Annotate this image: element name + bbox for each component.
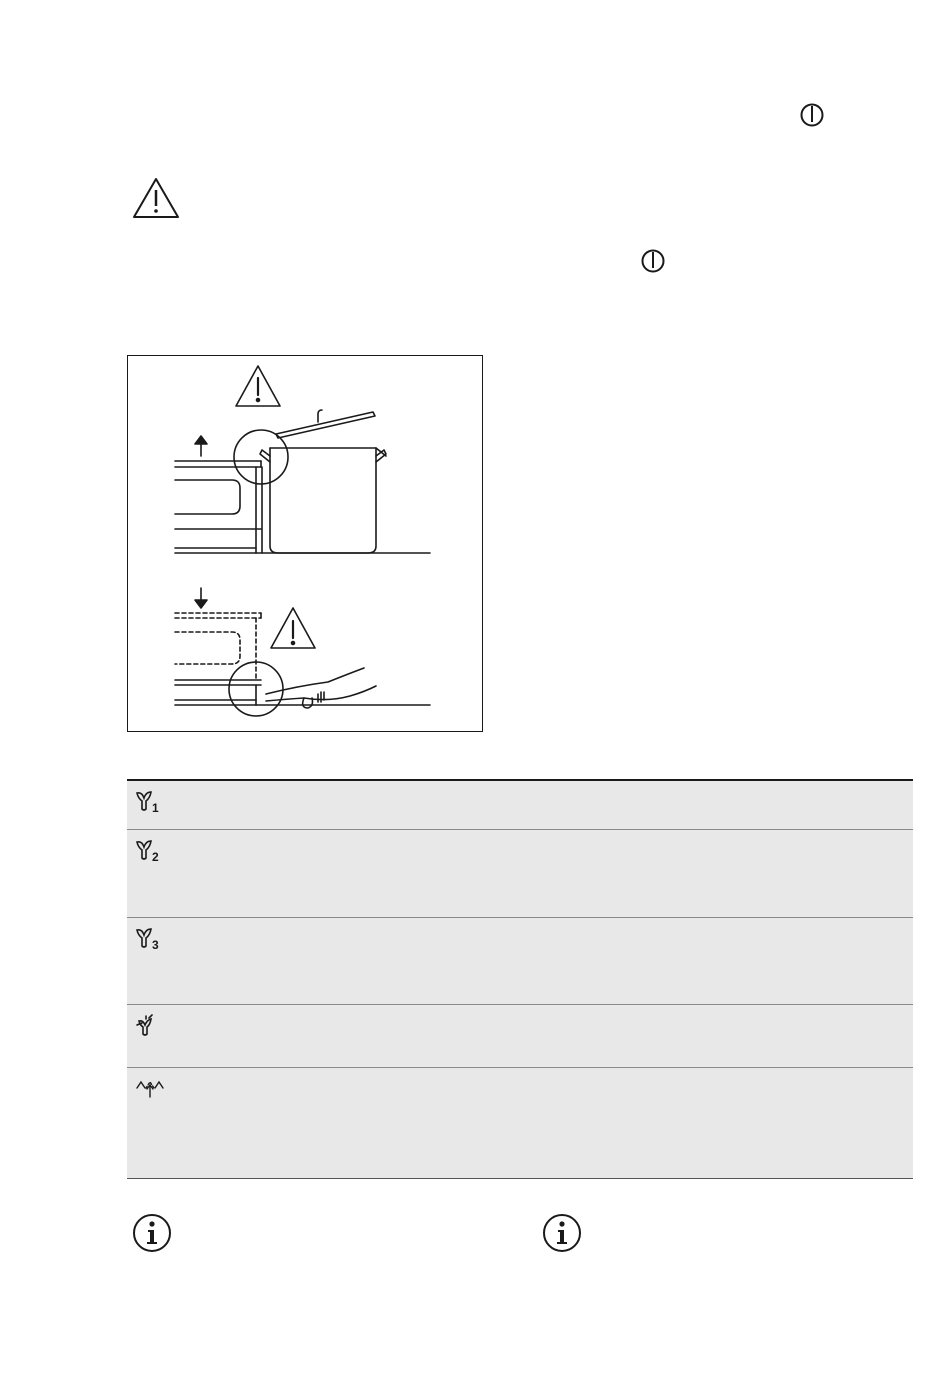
fan-speed-table <box>127 779 913 1179</box>
svg-text:3: 3 <box>152 938 159 952</box>
safety-illustration <box>127 355 483 732</box>
table-row <box>127 781 913 829</box>
warning-triangle-icon <box>131 176 181 220</box>
svg-text:1: 1 <box>152 801 159 815</box>
fan-speed-3-icon <box>134 926 164 959</box>
table-row <box>127 917 913 1004</box>
hood-lowering <box>175 613 261 680</box>
info-circle-icon <box>132 1213 172 1253</box>
fan-speed-2-icon <box>134 838 164 871</box>
power-icon <box>799 102 825 128</box>
down-arrow-icon <box>195 588 207 608</box>
table-row <box>127 829 913 917</box>
svg-text:2: 2 <box>152 850 159 864</box>
table-row <box>127 1004 913 1067</box>
hood-lowering-drawing <box>128 356 482 731</box>
table-row <box>127 1067 913 1178</box>
up-arrow-icon <box>195 436 207 456</box>
hood-raised <box>175 461 262 553</box>
pot <box>260 410 386 553</box>
fan-speed-1-icon <box>134 789 164 822</box>
fan-boost-icon <box>134 1013 164 1046</box>
light-arrows-icon <box>134 1076 166 1109</box>
info-circle-icon <box>542 1213 582 1253</box>
power-icon <box>640 248 666 274</box>
